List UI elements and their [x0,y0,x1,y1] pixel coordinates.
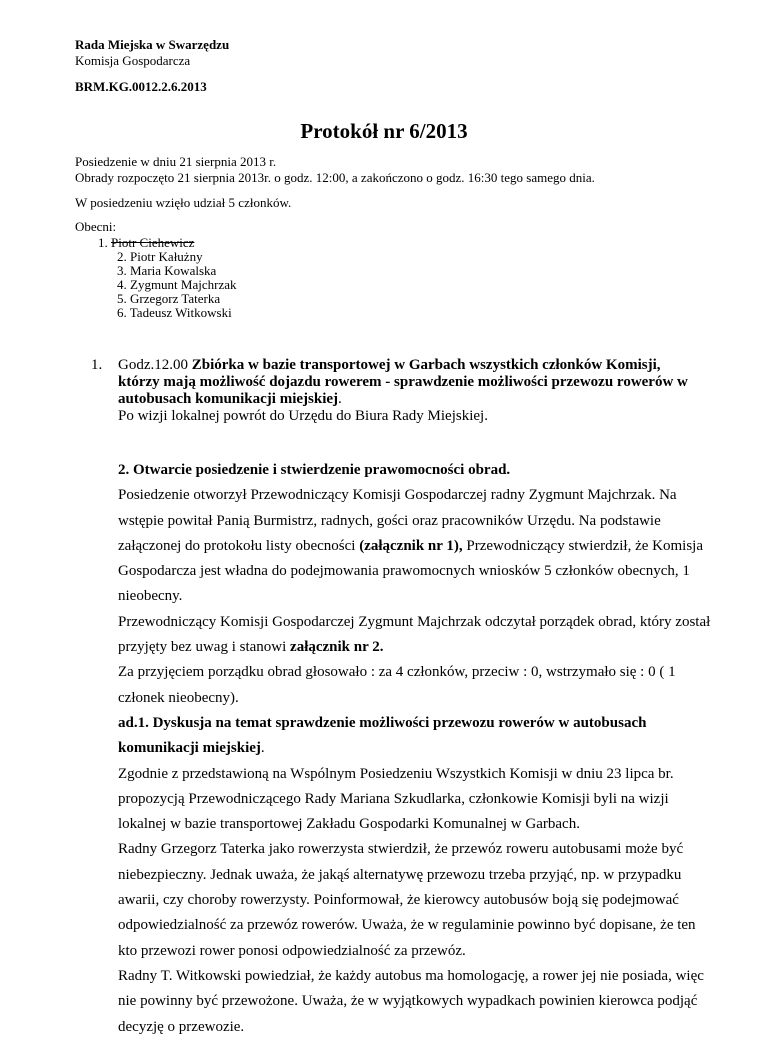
attendee-number: 4. [117,277,127,292]
attendee-name: Tadeusz Witkowski [129,305,232,320]
item-1-heading: Zbiórka w bazie transportowej w Garbach wszystkich członków Komisji, którzy mają możliwość dojazdu rowerem - sprawdzenie możliwości przewozu rowerów w autobusach komunikacji miejskiej [118,357,688,407]
attendee-item [98,264,237,278]
attendee-number: 2. [117,249,127,264]
section-2-paragraph-2: Przewodniczący Komisji Gospodarczej Zygmunt Majchrzak odczytał porządek obrad, który został przyjęty bez uwag i stanowi załącznik nr 2. [118,613,711,656]
attendee-name: Grzegorz Taterka [130,291,221,306]
protocol-body [118,458,718,1040]
section-2-vote: Za przyjęciem porządku obrad głosowało : za 4 członków, przeciw : 0, wstrzymało się : 0 ( 1 członek nieobecny). [118,664,676,706]
attendee-item [98,292,237,306]
attendee-item [98,236,237,250]
attendee-item [98,306,237,320]
attendee-name: Zygmunt Majchrzak [130,277,237,292]
attendee-list [98,236,237,320]
attendee-number: 5. [117,291,127,306]
agenda-item-1 [91,357,701,425]
ad1-heading: ad.1. Dyskusja na temat sprawdzenie możliwości przewozu rowerów w autobusach komunikacji miejskiej. [118,714,647,757]
item-1-time: Godz.12.00 [118,357,188,373]
item-1-text [118,357,701,425]
attendee-item [98,278,237,292]
attendee-number: 6. [117,305,127,320]
attachment-2-ref: załącznik nr 2. [290,639,384,656]
section-2-heading: 2. Otwarcie posiedzenie i stwierdzenie prawomocności obrad. [118,462,511,478]
section-2-paragraph-1: Posiedzenie otworzył Przewodniczący Komisji Gospodarczej radny Zygmunt Majchrzak. Na wstępie powitał Panią Burmistrz, radnych, gości oraz pracowników Urzędu. Na podstawie załączonej do protokołu listy obecności (załącznik nr 1), Przewodniczący stwierdził, że Komisja Gospodarcza jest władna do podejmowania prawomocnych wniosków 5 członków obecnych, 1 nieobecny. [118,487,703,605]
attendee-name: Maria Kowalska [130,263,217,278]
attachment-1-ref: (załącznik nr 1), [359,537,463,554]
present-label: Obecni: [75,219,117,234]
attendee-number: 1. [98,235,108,250]
ad1-paragraph-2: Radny Grzegorz Taterka jako rowerzysta stwierdził, że przewóz roweru autobusami może być niebezpieczny. Jednak uważa, że jakąś alternatywę przewozu trzeba przyjąć, np. w przypadku awarii, czy choroby rowerzysty. Poinformował, że kierowcy autobusów boją się podejmować odpowiedzialność za przewóz rowerów. Uważa, że w regulaminie powinno być dopisane, że ten kto przewozi rower ponosi odpowiedzialność za przewóz. [118,841,696,959]
meeting-date: Posiedzenie w dniu 21 sierpnia 2013 r. [75,154,277,169]
ad1-paragraph-3: Radny T. Witkowski powiedział, że każdy autobus ma homologację, a rower jej nie posiada, więc nie powinny być przewożone. Uważa, że w wyjątkowych wypadkach powinien kierowca podjąć decyzję o przewozie. [118,967,704,1035]
participation-note: W posiedzeniu wzięło udział 5 członków. [75,195,292,210]
attendee-name-struck: Piotr Ciehewicz [111,235,195,250]
committee-name: Komisja Gospodarcza [75,53,191,68]
meeting-time: Obrady rozpoczęto 21 sierpnia 2013r. o godz. 12:00, a zakończono o godz. 16:30 tego samego dnia. [75,170,595,185]
ad1-paragraph-1: Zgodnie z przedstawioną na Wspólnym Posiedzeniu Wszystkich Komisji w dniu 23 lipca br. propozycją Przewodniczącego Rady Mariana Szkudlarka, członkowie Komisji byli na wizji lokalnej w bazie transportowej Zakładu Gospodarki Komunalnej w Garbach. [118,765,674,833]
item-number: 1. [91,357,103,373]
item-1-heading-end: . [338,391,342,407]
page-title: Protokół nr 6/2013 [300,119,468,143]
attendee-number: 3. [117,263,127,278]
item-1-note: Po wizji lokalnej powrót do Urzędu do Biura Rady Miejskiej. [118,408,488,424]
council-name: Rada Miejska w Swarzędzu [75,37,230,52]
reference-number: BRM.KG.0012.2.6.2013 [75,79,207,94]
attendee-name: Piotr Kałużny [130,249,203,264]
attendee-item [98,250,237,264]
